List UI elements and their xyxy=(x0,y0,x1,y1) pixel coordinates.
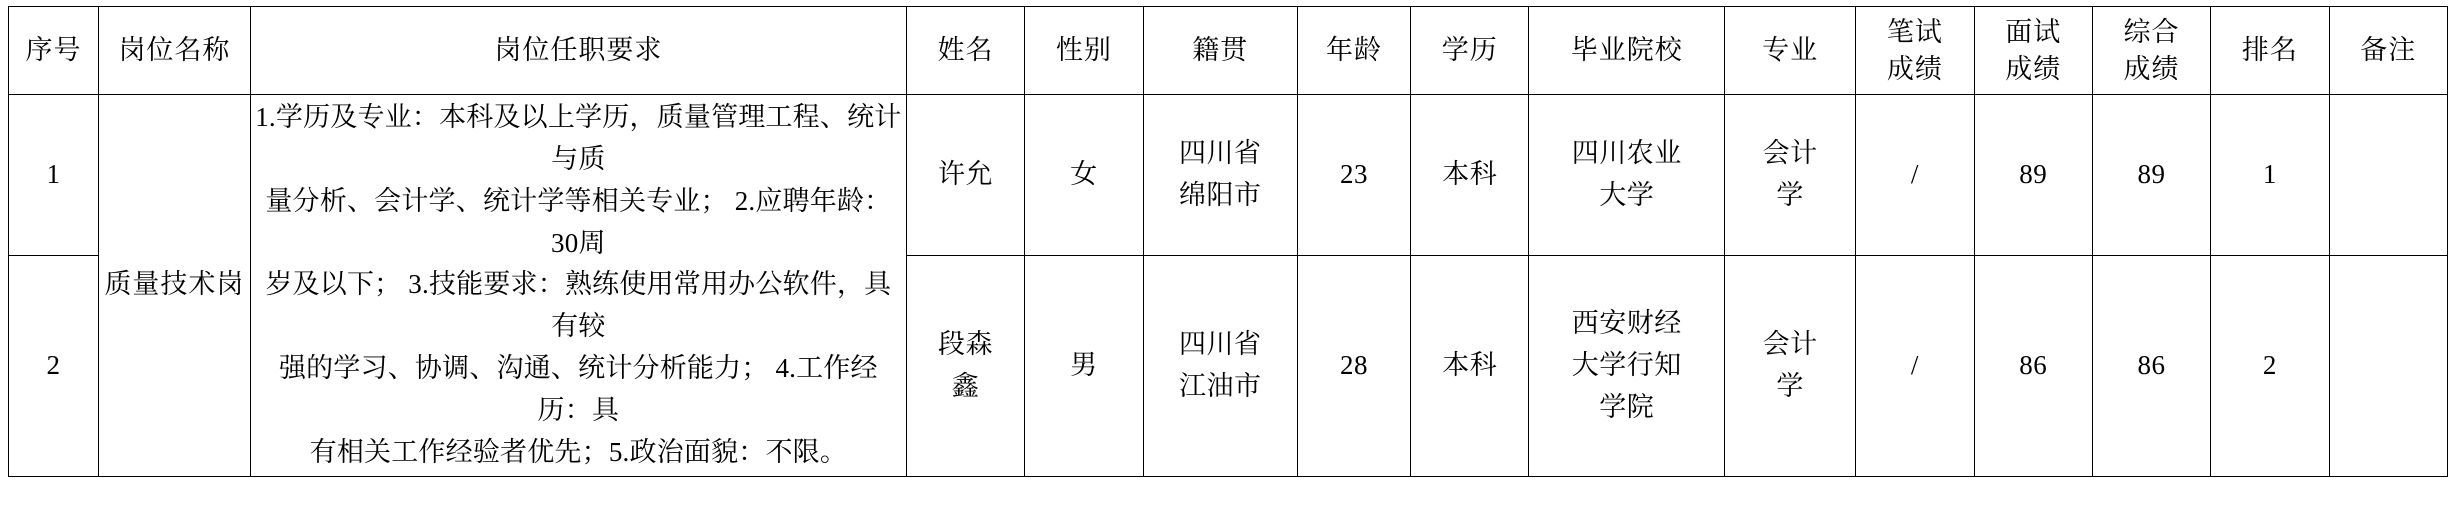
cell-written-score xyxy=(1856,95,1974,256)
cell-hometown xyxy=(1143,255,1297,476)
header-major-label: 专业 xyxy=(1762,34,1819,65)
header-written-score xyxy=(1856,7,1974,95)
cell-school-line3: 学院 xyxy=(1599,391,1655,422)
header-rank-label: 排名 xyxy=(2241,34,2298,65)
cell-name-line2: 鑫 xyxy=(951,370,980,401)
header-seq-label: 序号 xyxy=(25,34,82,65)
cell-hometown-line2: 绵阳市 xyxy=(1178,179,1262,210)
header-education xyxy=(1411,7,1529,95)
cell-gender xyxy=(1025,95,1143,256)
cell-hometown xyxy=(1143,95,1297,256)
header-interview-score-line1: 面试 xyxy=(2005,17,2062,48)
cell-major xyxy=(1724,255,1855,476)
header-post-name-label: 岗位名称 xyxy=(118,34,231,65)
cell-remark xyxy=(2329,255,2447,476)
cell-name xyxy=(906,95,1024,256)
header-interview-score xyxy=(1974,7,2092,95)
header-education-label: 学历 xyxy=(1441,34,1498,65)
cell-major-line2: 学 xyxy=(1776,179,1804,210)
header-post-requirement-label: 岗位任职要求 xyxy=(494,34,663,65)
header-hometown-label: 籍贯 xyxy=(1192,34,1249,65)
cell-post-name xyxy=(99,95,251,477)
cell-school xyxy=(1529,95,1725,256)
cell-gender-value: 女 xyxy=(1070,159,1098,190)
cell-name xyxy=(906,255,1024,476)
requirement-line-5: 有相关工作经验者优先；5.政治面貌：不限。 xyxy=(309,436,848,467)
cell-total-score xyxy=(2092,95,2210,256)
cell-total-score-value: 89 xyxy=(2137,159,2166,190)
cell-hometown-line2: 江油市 xyxy=(1178,370,1262,401)
cell-school xyxy=(1529,255,1725,476)
header-written-score-line2: 成绩 xyxy=(1886,53,1943,84)
header-name xyxy=(906,7,1024,95)
cell-rank-value: 1 xyxy=(2262,159,2277,190)
cell-age-value: 28 xyxy=(1340,349,1369,380)
cell-age xyxy=(1297,95,1410,256)
cell-rank xyxy=(2211,255,2329,476)
cell-major-line1: 会计 xyxy=(1762,138,1818,169)
requirement-line-1: 1.学历及专业：本科及以上学历，质量管理工程、统计与质 xyxy=(255,102,902,174)
cell-gender xyxy=(1025,255,1143,476)
cell-written-score xyxy=(1856,255,1974,476)
cell-age xyxy=(1297,255,1410,476)
cell-rank xyxy=(2211,95,2329,256)
header-school xyxy=(1529,7,1725,95)
cell-education xyxy=(1411,95,1529,256)
header-hometown xyxy=(1143,7,1297,95)
cell-education-value: 本科 xyxy=(1442,159,1498,190)
header-written-score-line1: 笔试 xyxy=(1886,17,1943,48)
header-age xyxy=(1297,7,1410,95)
cell-major-line2: 学 xyxy=(1776,370,1804,401)
header-remark-label: 备注 xyxy=(2360,34,2417,65)
header-total-score xyxy=(2092,7,2210,95)
cell-school-line1: 西安财经 xyxy=(1571,308,1682,339)
header-total-score-line1: 综合 xyxy=(2123,17,2180,48)
cell-total-score-value: 86 xyxy=(2137,349,2166,380)
header-rank xyxy=(2211,7,2329,95)
cell-school-line1: 四川农业 xyxy=(1571,138,1682,169)
cell-hometown-line1: 四川省 xyxy=(1178,138,1262,169)
requirement-line-3: 岁及以下； 3.技能要求：熟练使用常用办公软件，具有较 xyxy=(265,269,892,342)
cell-name-line1: 段森 xyxy=(938,328,994,359)
cell-major xyxy=(1724,95,1855,256)
cell-total-score xyxy=(2092,255,2210,476)
header-school-label: 毕业院校 xyxy=(1570,34,1683,65)
table-row xyxy=(9,95,2448,256)
cell-hometown-line1: 四川省 xyxy=(1178,328,1262,359)
header-interview-score-line2: 成绩 xyxy=(2005,53,2062,84)
header-remark xyxy=(2329,7,2447,95)
requirement-line-2: 量分析、会计学、统计学等相关专业； 2.应聘年龄：30周 xyxy=(265,185,892,258)
cell-interview-score-value: 89 xyxy=(2019,159,2048,190)
cell-name-value: 许允 xyxy=(938,159,994,190)
header-age-label: 年龄 xyxy=(1326,34,1383,65)
candidate-results-table xyxy=(8,6,2448,477)
header-post-name xyxy=(99,7,251,95)
cell-interview-score-value: 86 xyxy=(2019,349,2048,380)
cell-post-name-value: 质量技术岗 xyxy=(104,269,245,300)
cell-interview-score xyxy=(1974,95,2092,256)
header-major xyxy=(1724,7,1855,95)
table-header-row xyxy=(9,7,2448,95)
cell-written-score-value: / xyxy=(1910,349,1919,380)
cell-rank-value: 2 xyxy=(2262,349,2277,380)
header-seq xyxy=(9,7,99,95)
cell-post-requirement xyxy=(250,95,906,477)
cell-seq xyxy=(9,95,99,256)
cell-education xyxy=(1411,255,1529,476)
cell-remark xyxy=(2329,95,2447,256)
header-gender-label: 性别 xyxy=(1055,34,1112,65)
cell-school-line2: 大学 xyxy=(1599,179,1655,210)
cell-education-value: 本科 xyxy=(1442,349,1498,380)
header-total-score-line2: 成绩 xyxy=(2123,53,2180,84)
requirement-line-4: 强的学习、协调、沟通、统计分析能力； 4.工作经历：具 xyxy=(278,353,878,425)
cell-seq-value: 2 xyxy=(46,349,61,380)
cell-gender-value: 男 xyxy=(1070,349,1098,380)
cell-school-line2: 大学行知 xyxy=(1571,349,1682,380)
cell-written-score-value: / xyxy=(1910,159,1919,190)
cell-major-line1: 会计 xyxy=(1762,328,1818,359)
cell-seq-value: 1 xyxy=(46,159,61,190)
header-gender xyxy=(1025,7,1143,95)
cell-interview-score xyxy=(1974,255,2092,476)
header-post-requirement xyxy=(250,7,906,95)
header-name-label: 姓名 xyxy=(937,34,994,65)
cell-seq xyxy=(9,255,99,476)
cell-age-value: 23 xyxy=(1340,159,1369,190)
